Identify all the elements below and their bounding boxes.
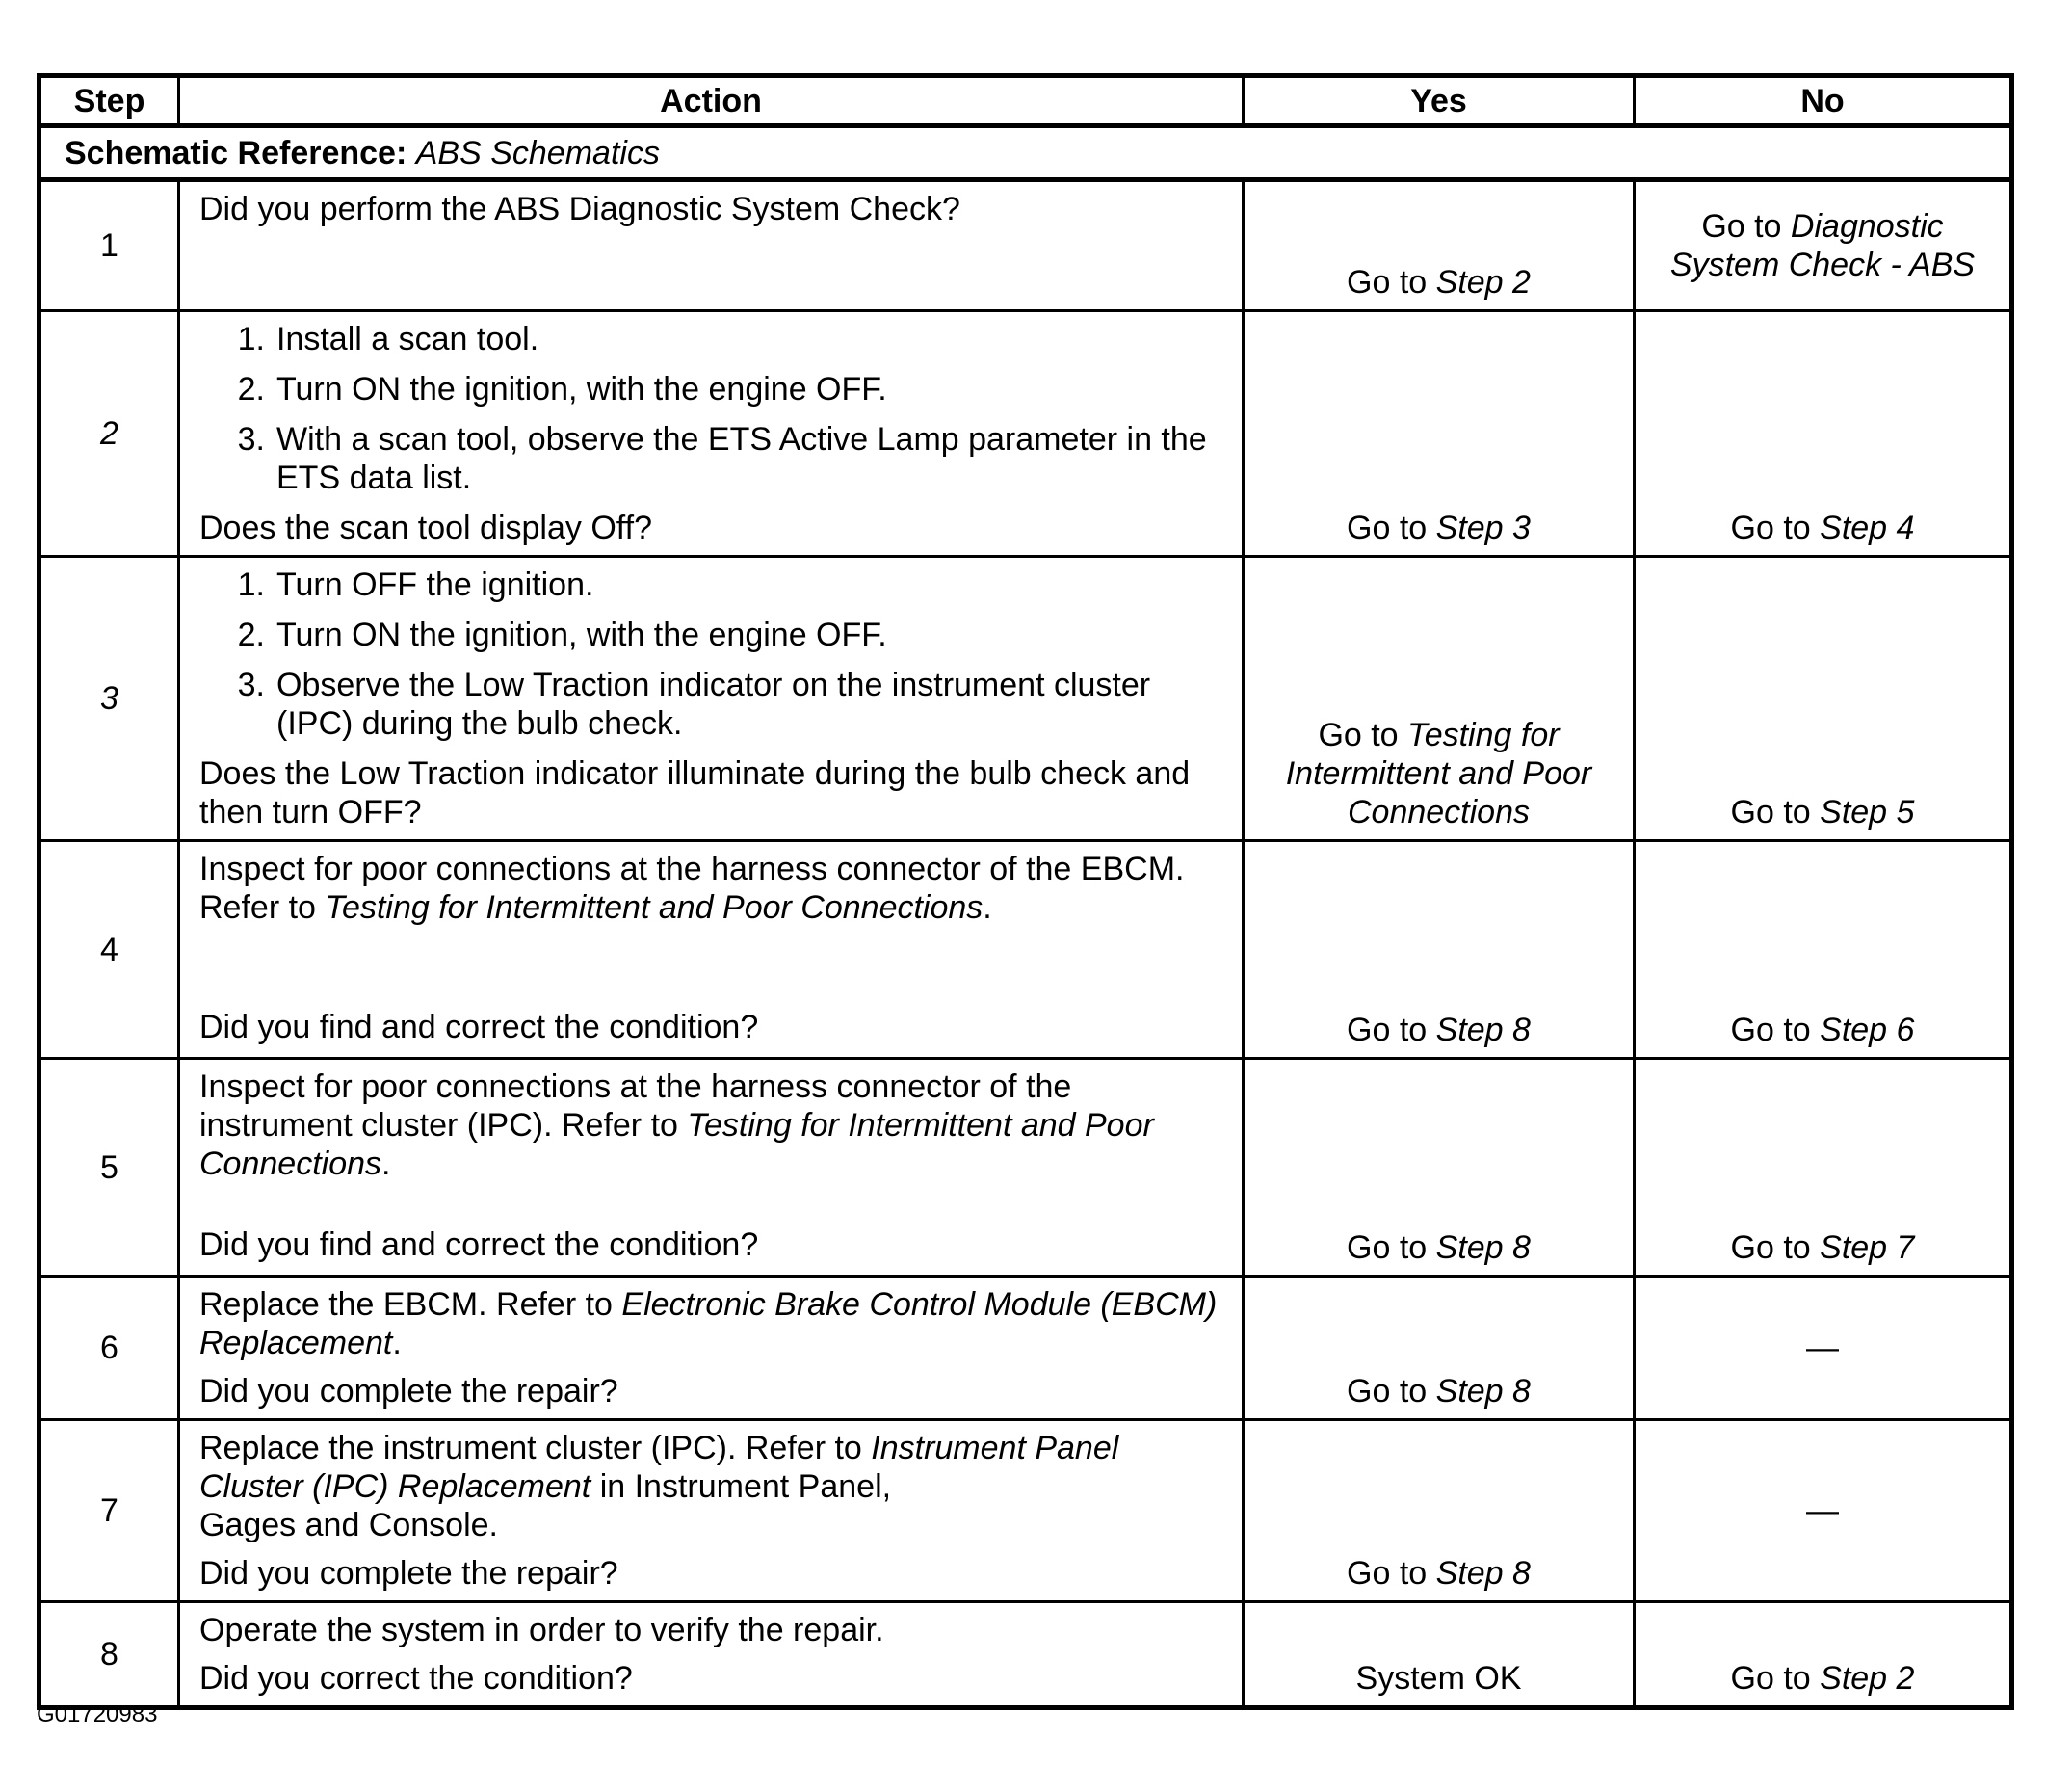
no-reference: Step 6 — [1820, 1012, 1915, 1048]
action-cell — [179, 1602, 1244, 1708]
yes-cell — [1244, 311, 1635, 557]
yes-prefix: Go to — [1347, 1012, 1436, 1048]
no-reference: Step 7 — [1820, 1229, 1915, 1266]
table-row — [39, 311, 2012, 557]
yes-prefix: Go to — [1347, 1555, 1436, 1592]
action-question: Did you complete the repair? — [199, 1373, 618, 1410]
schematic-reference-label: Schematic Reference: — [65, 134, 407, 171]
list-item: 1. Turn OFF the ignition. — [237, 567, 594, 603]
no-cell — [1635, 557, 2012, 841]
yes-cell — [1244, 1277, 1635, 1420]
action-cell — [179, 557, 1244, 841]
action-reference: Instrument Panel Cluster (IPC) Replacement — [199, 1430, 1119, 1505]
yes-reference-cont: Intermittent and Poor — [1285, 755, 1592, 792]
no-reference: Step 5 — [1820, 794, 1915, 830]
no-reference-cont: System Check - ABS — [1669, 247, 1976, 283]
step-number: 8 — [39, 1602, 179, 1708]
yes-reference-end: Connections — [1347, 794, 1530, 830]
no-dash: — — [1806, 1492, 1839, 1529]
no-cell — [1635, 1059, 2012, 1277]
figure-code: G01720983 — [37, 1701, 158, 1727]
header-yes: Yes — [1244, 76, 1635, 126]
yes-cell — [1244, 180, 1635, 311]
yes-prefix: Go to — [1347, 1373, 1436, 1410]
action-text: Replace the EBCM. Refer to Electronic Brake Control Module (EBCM) Replacement. — [199, 1286, 1218, 1361]
no-cell — [1635, 841, 2012, 1059]
no-cell — [1635, 1277, 2012, 1420]
yes-prefix: Go to — [1347, 510, 1436, 546]
list-item: 1. Install a scan tool. — [237, 321, 539, 357]
no-reference: Diagnostic — [1790, 208, 1944, 245]
yes-reference: Step 8 — [1435, 1555, 1531, 1592]
header-step: Step — [39, 76, 179, 126]
yes-prefix: Go to — [1347, 264, 1436, 301]
yes-text: System OK — [1355, 1660, 1522, 1697]
yes-reference: Step 2 — [1435, 264, 1531, 301]
step-number: 3 — [39, 557, 179, 841]
action-question: Did you find and correct the condition? — [199, 1226, 759, 1263]
no-prefix: Go to — [1730, 510, 1821, 546]
no-prefix: Go to — [1730, 1229, 1821, 1266]
list-item: 3. Observe the Low Traction indicator on the instrument cluster (IPC) during the bulb check. — [237, 667, 1151, 742]
header-no: No — [1635, 76, 2012, 126]
list-item: 3. With a scan tool, observe the ETS Active Lamp parameter in the ETS data list. — [237, 421, 1207, 496]
step-number: 7 — [39, 1420, 179, 1602]
action-reference: Testing for Intermittent and Poor Connections — [325, 889, 984, 926]
table-row — [39, 841, 2012, 1059]
yes-reference: Step 8 — [1435, 1373, 1531, 1410]
header-action: Action — [179, 76, 1244, 126]
yes-prefix: Go to — [1318, 717, 1408, 753]
action-steps-list — [199, 566, 1222, 743]
no-dash: — — [1806, 1330, 1839, 1366]
action-question: Did you correct the condition? — [199, 1660, 633, 1697]
table-row — [39, 557, 2012, 841]
step-number: 1 — [39, 180, 179, 311]
action-question: Does the scan tool display Off? — [199, 510, 652, 546]
action-text: Operate the system in order to verify the repair. — [199, 1612, 884, 1648]
no-reference: Step 4 — [1820, 510, 1915, 546]
schematic-reference-value: ABS Schematics — [415, 134, 660, 171]
action-cell — [179, 1277, 1244, 1420]
yes-reference: Step 8 — [1435, 1012, 1531, 1048]
no-cell — [1635, 1420, 2012, 1602]
table-row — [39, 1420, 2012, 1602]
step-number: 5 — [39, 1059, 179, 1277]
action-question: Did you find and correct the condition? — [199, 1009, 759, 1045]
yes-cell — [1244, 1059, 1635, 1277]
table-row — [39, 1602, 2012, 1708]
yes-reference: Step 3 — [1435, 510, 1531, 546]
yes-cell — [1244, 557, 1635, 841]
action-text: Replace the instrument cluster (IPC). Refer to Instrument Panel Cluster (IPC) Replacement in Instrument Panel, Gages and Console. — [199, 1430, 1119, 1543]
yes-cell — [1244, 1602, 1635, 1708]
action-question: Did you complete the repair? — [199, 1555, 618, 1592]
no-cell — [1635, 1602, 2012, 1708]
no-prefix: Go to — [1730, 1012, 1821, 1048]
yes-prefix: Go to — [1347, 1229, 1436, 1266]
action-text: Did you perform the ABS Diagnostic System Check? — [199, 191, 960, 227]
schematic-reference-row — [39, 126, 2012, 180]
action-reference: Testing for Intermittent and Poor Connections — [199, 1107, 1154, 1182]
action-text: Inspect for poor connections at the harness connector of the EBCM. Refer to Testing for Intermittent and Poor Connections. — [199, 851, 1185, 926]
no-cell — [1635, 180, 2012, 311]
diagnostic-table — [37, 73, 2014, 1710]
action-cell — [179, 841, 1244, 1059]
action-cell — [179, 1420, 1244, 1602]
no-prefix: Go to — [1730, 1660, 1821, 1697]
step-number: 2 — [39, 311, 179, 557]
table-row — [39, 1059, 2012, 1277]
no-prefix: Go to — [1701, 208, 1791, 245]
table-row — [39, 1277, 2012, 1420]
yes-cell — [1244, 841, 1635, 1059]
no-cell — [1635, 311, 2012, 557]
table-header-row — [39, 76, 2012, 126]
action-cell — [179, 180, 1244, 311]
no-prefix: Go to — [1730, 794, 1821, 830]
yes-reference: Testing for — [1407, 717, 1560, 753]
action-cell — [179, 1059, 1244, 1277]
action-text: Inspect for poor connections at the harness connector of the instrument cluster (IPC). Refer to Testing for Intermittent and Poor Connections. — [199, 1068, 1154, 1182]
action-question: Does the Low Traction indicator illuminate during the bulb check and then turn OFF? — [199, 755, 1191, 830]
action-reference: Electronic Brake Control Module (EBCM) Replacement — [199, 1286, 1218, 1361]
step-number: 4 — [39, 841, 179, 1059]
yes-reference: Step 8 — [1435, 1229, 1531, 1266]
table-row — [39, 180, 2012, 311]
list-item: 2. Turn ON the ignition, with the engine OFF. — [237, 617, 887, 653]
yes-cell — [1244, 1420, 1635, 1602]
list-item: 2. Turn ON the ignition, with the engine OFF. — [237, 371, 887, 408]
schematic-reference — [39, 126, 2012, 180]
no-reference: Step 2 — [1820, 1660, 1915, 1697]
action-steps-list — [199, 320, 1222, 497]
step-number: 6 — [39, 1277, 179, 1420]
action-cell — [179, 311, 1244, 557]
